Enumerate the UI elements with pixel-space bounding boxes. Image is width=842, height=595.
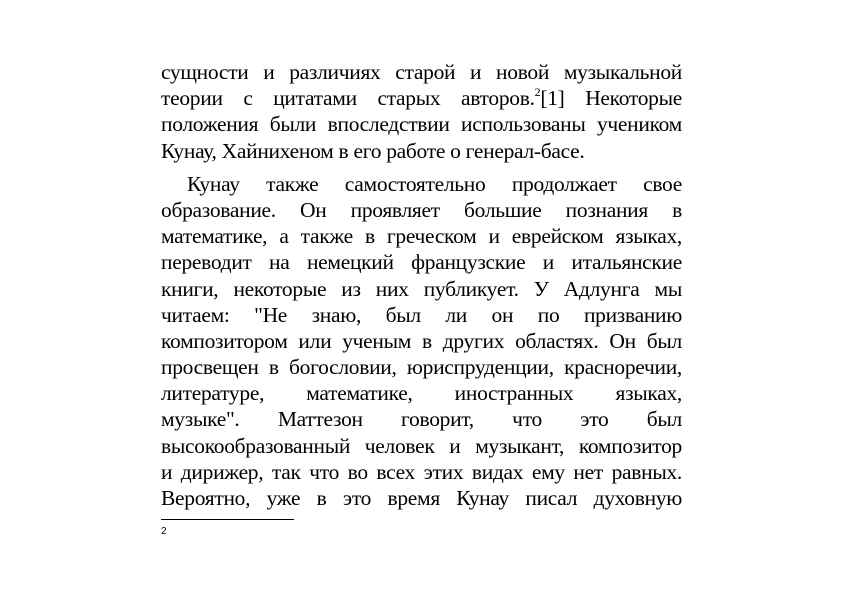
text-line: читаем: "Не знаю, был ли он по призванию bbox=[161, 302, 682, 327]
text-line: и дирижер, так что во всех этих видах ему нет равных. bbox=[161, 459, 682, 484]
footnote-number: 2 bbox=[161, 526, 167, 537]
text-line: положения были впоследствии использованы учеником bbox=[161, 112, 682, 137]
text-line: образование. Он проявляет большие познания в bbox=[161, 197, 682, 222]
paragraph-1 bbox=[161, 59, 682, 164]
text-line: высокообразованный человек и музыкант, композитор bbox=[161, 433, 682, 458]
text-line: композитором или ученым в других областях. Он был bbox=[161, 328, 682, 353]
text-line: Кунау, Хайнихеном в его работе о генерал-басе. bbox=[161, 138, 585, 163]
text-line: математике, а также в греческом и еврейском языках, bbox=[161, 224, 682, 249]
text-line: книги, некоторые из них публикует. У Адлунга мы bbox=[161, 276, 682, 301]
text-line: переводит на немецкий французские и итальянские bbox=[161, 250, 682, 275]
paragraph-2 bbox=[161, 171, 682, 511]
text-line: просвещен в богословии, юриспруденции, красноречии, bbox=[161, 355, 682, 380]
text-line: музыке". Маттезон говорит, что это был bbox=[161, 407, 682, 432]
text-line: Кунау также самостоятельно продолжает свое bbox=[187, 171, 682, 196]
text-line: литературе, математике, иностранных языках, bbox=[161, 381, 682, 406]
text-fragment: теории с цитатами старых авторов. bbox=[161, 86, 535, 111]
text-line: сущности и различиях старой и новой музыкальной bbox=[161, 60, 682, 84]
footnote-reference[interactable]: 2 bbox=[534, 85, 541, 100]
document-body bbox=[161, 59, 682, 511]
text-line bbox=[161, 85, 682, 111]
text-line: Вероятно, уже в это время Кунау писал духовную bbox=[161, 486, 682, 510]
text-fragment: [1] Некоторые bbox=[540, 86, 682, 111]
footnote-separator bbox=[161, 519, 294, 520]
